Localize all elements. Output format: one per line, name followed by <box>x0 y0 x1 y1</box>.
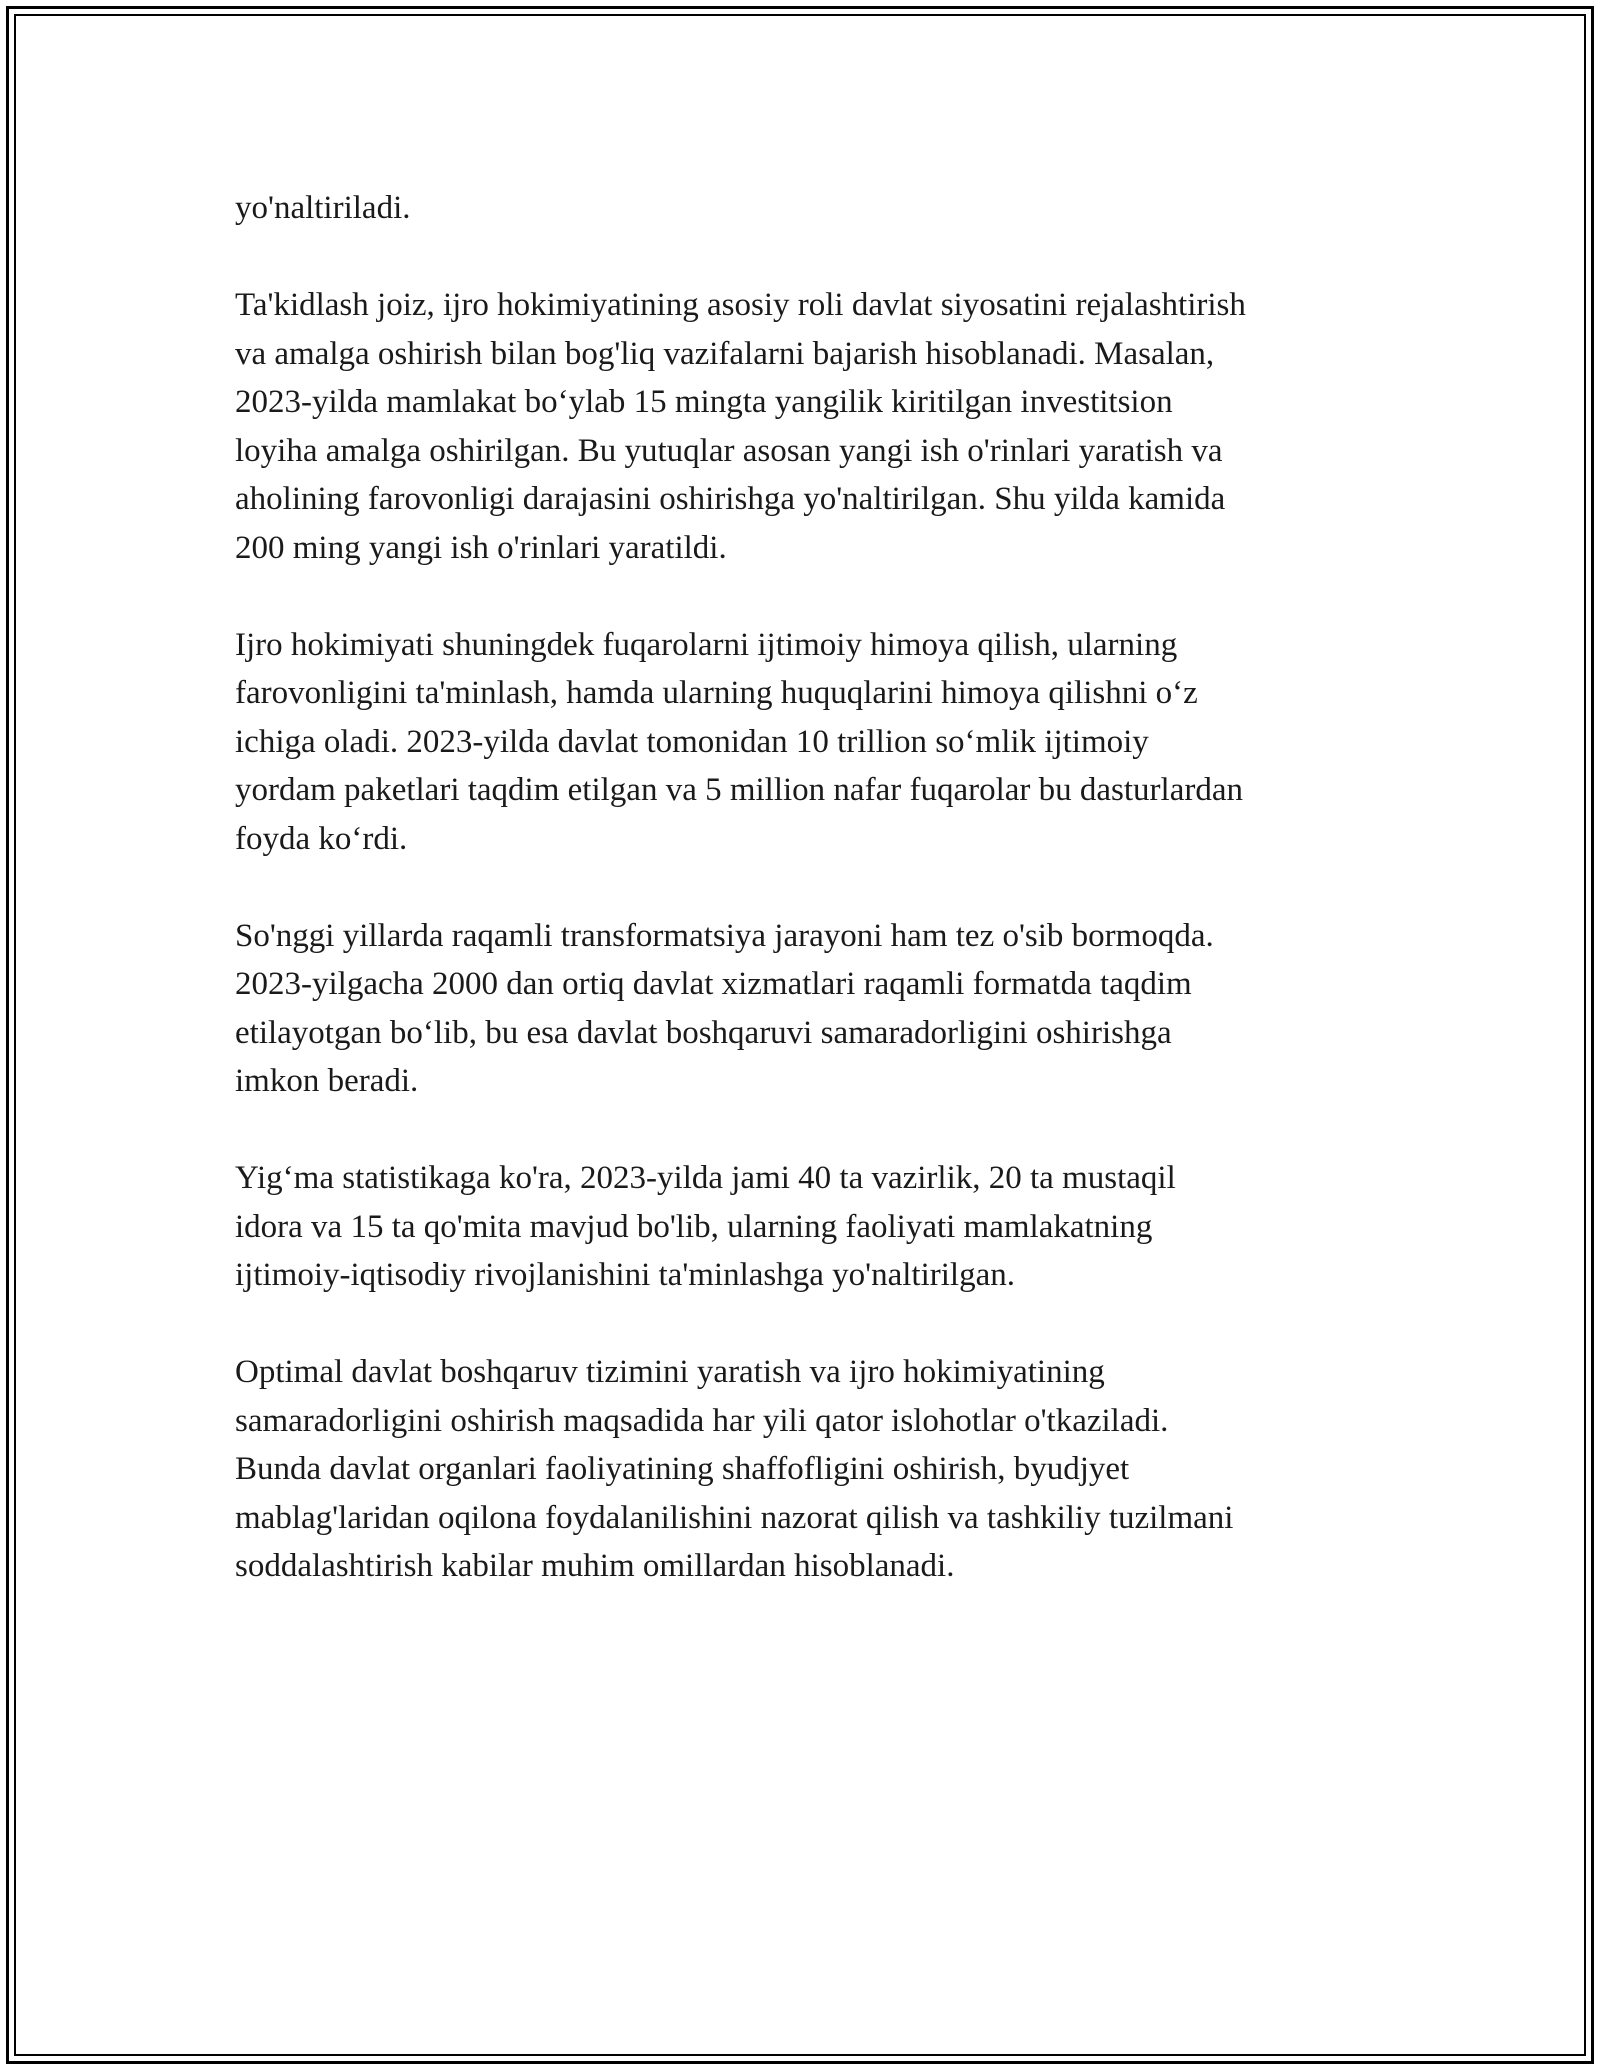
text-line: Optimal davlat boshqaruv tizimini yaratish va ijro hokimiyatining <box>235 1354 1105 1390</box>
text-line: 2023-yilda mamlakat bo‘ylab 15 mingta yangilik kiritilgan investitsion <box>235 384 1173 420</box>
paragraph-3 <box>235 621 1375 864</box>
text-line: imkon beradi. <box>235 1063 419 1099</box>
text-line: Bunda davlat organlari faoliyatining shaffofligini oshirish, byudjyet <box>235 1451 1130 1487</box>
text-line: Ijro hokimiyati shuningdek fuqarolarni ijtimoiy himoya qilish, ularning <box>235 626 1178 663</box>
text-line: loyiha amalga oshirilgan. Bu yutuqlar asosan yangi ish o'rinlari yaratish va <box>235 432 1223 469</box>
text-line: samaradorligini oshirish maqsadida har yili qator islohotlar o'tkaziladi. <box>235 1402 1169 1439</box>
document-body <box>235 184 1375 1639</box>
text-line: soddalashtirish kabilar muhim omillardan hisoblanadi. <box>235 1548 955 1584</box>
paragraph-2 <box>235 281 1375 572</box>
text-line: mablag'laridan oqilona foydalanilishini nazorat qilish va tashkiliy tuzilmani <box>235 1499 1234 1536</box>
text-line: ijtimoiy-iqtisodiy rivojlanishini ta'minlashga yo'naltirilgan. <box>235 1257 1015 1293</box>
text-line: aholining farovonligi darajasini oshirishga yo'naltirilgan. Shu yilda kamida <box>235 481 1226 517</box>
text-line: yordam paketlari taqdim etilgan va 5 million nafar fuqarolar bu dasturlardan <box>235 772 1243 808</box>
text-line: Ta'kidlash joiz, ijro hokimiyatining asosiy roli davlat siyosatini rejalashtirish <box>235 287 1246 323</box>
text-line: foyda ko‘rdi. <box>235 820 408 857</box>
text-line: yo'naltiriladi. <box>235 190 411 226</box>
text-line: farovonligini ta'minlash, hamda ularning huquqlarini himoya qilishni o‘z <box>235 675 1198 711</box>
text-line: va amalga oshirish bilan bog'liq vazifalarni bajarish hisoblanadi. Masalan, <box>235 335 1215 372</box>
paragraph-4 <box>235 912 1375 1106</box>
text-line: So'nggi yillarda raqamli transformatsiya jarayoni ham tez o'sib bormoqda. <box>235 917 1214 954</box>
paragraph-6 <box>235 1348 1375 1591</box>
text-line: 200 ming yangi ish o'rinlari yaratildi. <box>235 529 727 566</box>
text-line: idora va 15 ta qo'mita mavjud bo'lib, ularning faoliyati mamlakatning <box>235 1208 1153 1245</box>
paragraph-1 <box>235 184 1375 233</box>
text-line: etilayotgan bo‘lib, bu esa davlat boshqaruvi samaradorligini oshirishga <box>235 1014 1172 1051</box>
text-line: 2023-yilgacha 2000 dan ortiq davlat xizmatlari raqamli formatda taqdim <box>235 966 1192 1002</box>
text-line: Yig‘ma statistikaga ko'ra, 2023-yilda jami 40 ta vazirlik, 20 ta mustaqil <box>235 1160 1176 1196</box>
paragraph-5 <box>235 1154 1375 1300</box>
text-line: ichiga oladi. 2023-yilda davlat tomonidan 10 trillion so‘mlik ijtimoiy <box>235 723 1149 760</box>
